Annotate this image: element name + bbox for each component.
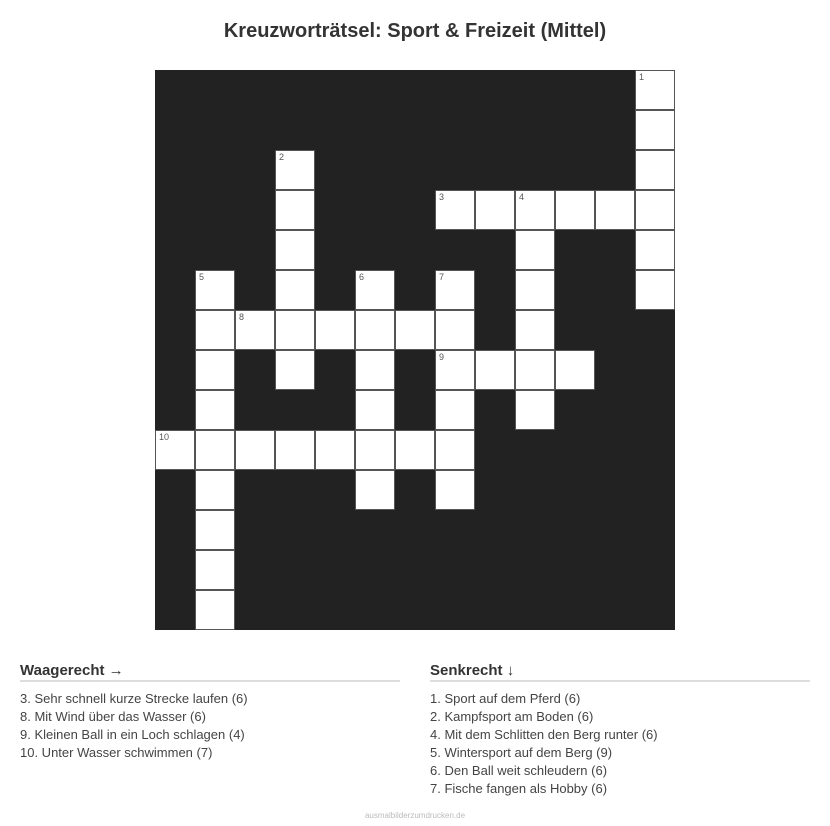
crossword-cell[interactable]	[195, 470, 235, 510]
crossword-cell[interactable]	[355, 350, 395, 390]
clue-number: 3	[439, 192, 445, 202]
crossword-cell[interactable]	[275, 230, 315, 270]
crossword-cell[interactable]	[515, 310, 555, 350]
crossword-cell[interactable]	[195, 390, 235, 430]
crossword-cell[interactable]	[395, 430, 435, 470]
down-clue: 4. Mit dem Schlitten den Berg runter (6)	[430, 727, 658, 742]
crossword-cell[interactable]	[635, 270, 675, 310]
down-clue: 1. Sport auf dem Pferd (6)	[430, 691, 581, 706]
crossword-cell[interactable]	[275, 150, 315, 190]
crossword-cell[interactable]	[235, 310, 275, 350]
crossword-cell[interactable]	[435, 390, 475, 430]
crossword-cell[interactable]	[275, 310, 315, 350]
crossword-cell[interactable]	[155, 430, 195, 470]
crossword-cell[interactable]	[235, 430, 275, 470]
crossword-cell[interactable]	[275, 190, 315, 230]
crossword-cell[interactable]	[355, 390, 395, 430]
crossword-cell[interactable]	[515, 190, 555, 230]
crossword-cell[interactable]	[195, 550, 235, 590]
crossword-cell[interactable]	[635, 150, 675, 190]
crossword-cell[interactable]	[515, 390, 555, 430]
crossword-cell[interactable]	[595, 190, 635, 230]
crossword-cell[interactable]	[275, 430, 315, 470]
clue-number: 6	[359, 272, 365, 282]
crossword-cell[interactable]	[635, 230, 675, 270]
crossword-cell[interactable]	[355, 310, 395, 350]
crossword-cell[interactable]	[195, 590, 235, 630]
across-clue: 3. Sehr schnell kurze Strecke laufen (6)	[20, 691, 248, 706]
crossword-cell[interactable]	[555, 190, 595, 230]
across-clues-section	[20, 662, 400, 762]
clue-number: 9	[439, 352, 445, 362]
crossword-cell[interactable]	[195, 270, 235, 310]
across-heading: Waagerecht →	[20, 662, 400, 682]
across-clue: 10. Unter Wasser schwimmen (7)	[20, 745, 213, 760]
clue-number: 2	[279, 152, 285, 162]
crossword-cell[interactable]	[515, 230, 555, 270]
crossword-cell[interactable]	[515, 270, 555, 310]
crossword-cell[interactable]	[355, 270, 395, 310]
clue-number: 5	[199, 272, 205, 282]
crossword-cell[interactable]	[195, 510, 235, 550]
crossword-cell[interactable]	[435, 270, 475, 310]
crossword-cell[interactable]	[475, 190, 515, 230]
crossword-cell[interactable]	[555, 350, 595, 390]
down-clue: 7. Fische fangen als Hobby (6)	[430, 781, 608, 796]
down-clue: 6. Den Ball weit schleudern (6)	[430, 763, 608, 778]
crossword-cell[interactable]	[635, 70, 675, 110]
crossword-cell[interactable]	[635, 110, 675, 150]
crossword-cell[interactable]	[195, 310, 235, 350]
crossword-cell[interactable]	[195, 430, 235, 470]
down-clues-section	[430, 662, 810, 798]
crossword-cell[interactable]	[435, 310, 475, 350]
crossword-cell[interactable]	[395, 310, 435, 350]
crossword-cell[interactable]	[435, 350, 475, 390]
clue-number: 4	[519, 192, 525, 202]
page-title: Kreuzworträtsel: Sport & Freizeit (Mittel)	[223, 20, 607, 42]
crossword-cell[interactable]	[475, 350, 515, 390]
crossword-cell[interactable]	[635, 190, 675, 230]
crossword-cell[interactable]	[435, 470, 475, 510]
crossword-cell[interactable]	[435, 190, 475, 230]
crossword-grid	[155, 70, 675, 630]
clue-number: 7	[439, 272, 445, 282]
across-clue: 9. Kleinen Ball in ein Loch schlagen (4)	[20, 727, 245, 742]
down-heading: Senkrecht ↓	[430, 662, 810, 682]
crossword-cell[interactable]	[275, 270, 315, 310]
crossword-cell[interactable]	[275, 350, 315, 390]
crossword-cell[interactable]	[515, 350, 555, 390]
footer-watermark: ausmalbilderzumdrucken.de	[364, 811, 466, 820]
down-clue: 2. Kampfsport am Boden (6)	[430, 709, 594, 724]
crossword-cell[interactable]	[195, 350, 235, 390]
clue-number: 10	[159, 432, 170, 442]
clue-number: 8	[239, 312, 245, 322]
down-clue: 5. Wintersport auf dem Berg (9)	[430, 745, 613, 760]
crossword-cell[interactable]	[435, 430, 475, 470]
crossword-cell[interactable]	[315, 310, 355, 350]
crossword-cell[interactable]	[315, 430, 355, 470]
crossword-cell[interactable]	[355, 470, 395, 510]
crossword-cell[interactable]	[355, 430, 395, 470]
clue-number: 1	[639, 72, 645, 82]
across-clue: 8. Mit Wind über das Wasser (6)	[20, 709, 206, 724]
